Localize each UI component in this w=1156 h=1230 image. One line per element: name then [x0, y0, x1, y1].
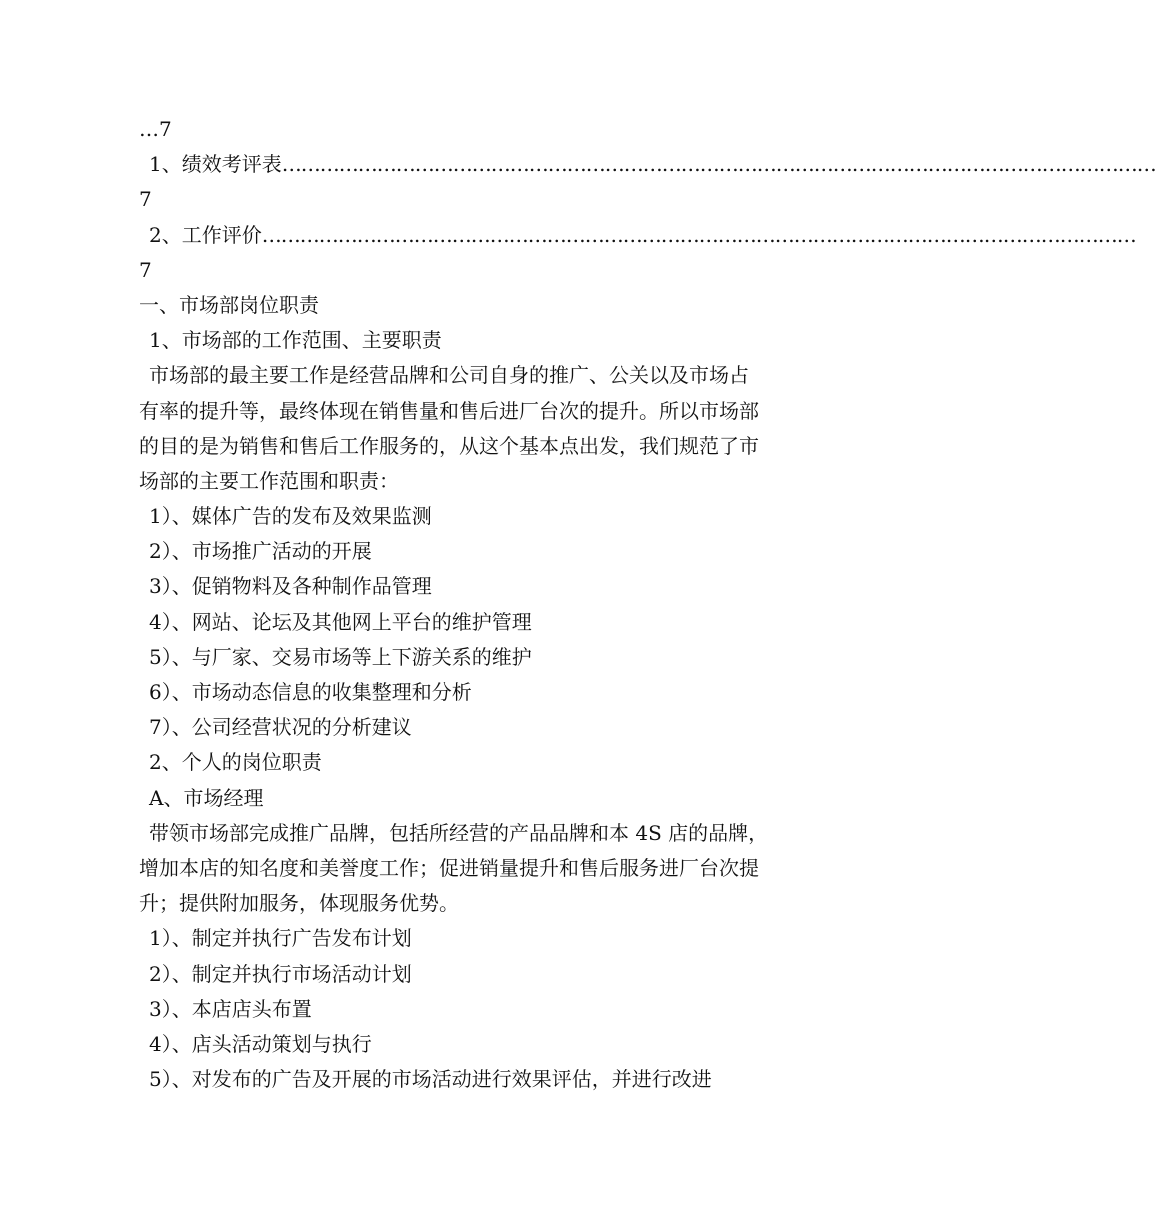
list-item: 1）、媒体广告的发布及效果监测 [149, 504, 432, 529]
list-item: 3）、本店店头布置 [149, 996, 312, 1021]
paragraph-line: 市场部的最主要工作是经营品牌和公司自身的推广、公关以及市场占 [149, 363, 749, 388]
body-paragraph [139, 816, 819, 922]
list-item: 2）、制定并执行市场活动计划 [149, 961, 412, 986]
list-item: 5）、对发布的广告及开展的市场活动进行效果评估，并进行改进 [149, 1067, 712, 1092]
subsection-heading: 2、个人的岗位职责 [149, 750, 322, 775]
list-item: 5）、与厂家、交易市场等上下游关系的维护 [149, 644, 532, 669]
toc-entry-appraisal-form[interactable] [139, 147, 1156, 182]
toc-continued-page: …7 [139, 117, 172, 141]
toc-entry-page: 7 [139, 187, 152, 212]
list-item: 6）、市场动态信息的收集整理和分析 [149, 680, 472, 704]
subsection-heading: 1、市场部的工作范围、主要职责 [149, 328, 442, 353]
list-item: 1）、制定并执行广告发布计划 [149, 926, 412, 951]
toc-entry-label: 2、工作评价 [149, 222, 262, 247]
list-item: 7）、公司经营状况的分析建议 [149, 715, 412, 740]
paragraph-line: 有率的提升等，最终体现在销售量和售后进厂台次的提升。所以市场部 [139, 398, 759, 423]
toc-leader-dots: ………………………………………………………………………………………………………………………… [261, 222, 1136, 247]
toc-entry-work-evaluation[interactable] [139, 218, 1136, 253]
list-item: 2）、市场推广活动的开展 [149, 539, 372, 564]
list-item: 3）、促销物料及各种制作品管理 [149, 574, 432, 599]
paragraph-line: 的目的是为销售和售后工作服务的，从这个基本点出发，我们规范了市 [139, 433, 759, 458]
toc-entry-page: 7 [139, 257, 152, 282]
paragraph-line: 场部的主要工作范围和职责： [139, 468, 399, 493]
paragraph-line: 增加本店的知名度和美誉度工作；促进销量提升和售后服务进厂台次提 [139, 855, 759, 880]
toc-leader-dots: ………………………………………………………………………………………………………………………… [281, 152, 1156, 177]
role-heading: A、市场经理 [149, 785, 264, 810]
paragraph-line: 带领市场部完成推广品牌，包括所经营的产品品牌和本 4S 店的品牌， [149, 820, 769, 845]
list-item: 4）、网站、论坛及其他网上平台的维护管理 [149, 609, 532, 634]
body-paragraph [139, 358, 819, 499]
list-item: 4）、店头活动策划与执行 [149, 1031, 372, 1056]
document-page [139, 112, 1156, 1097]
section-heading: 一、市场部岗位职责 [139, 292, 319, 317]
paragraph-line: 升；提供附加服务，体现服务优势。 [139, 891, 459, 916]
toc-entry-label: 1、绩效考评表 [149, 152, 282, 177]
